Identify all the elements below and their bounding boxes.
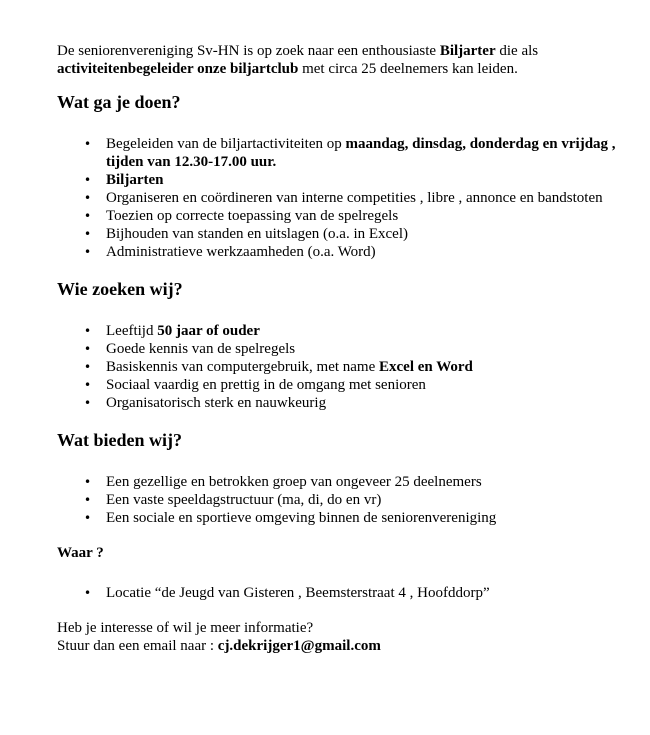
contact-line-1: Heb je interesse of wil je meer informatie? — [57, 620, 314, 636]
list-item — [57, 171, 617, 189]
list-item: • Toezien op correcte toepassing van de spelregels — [57, 207, 617, 225]
profile-list — [57, 322, 617, 412]
todo-item-1-bold: maandag, dinsdag, donderdag en vrijdag , tijden van 12.30-17.00 uur. — [106, 136, 616, 170]
contact-email: cj.dekrijger1@gmail.com — [217, 638, 381, 654]
intro-bold-biljarter: Biljarter — [439, 43, 496, 59]
list-item: • Bijhouden van standen en uitslagen (o.a. in Excel) — [57, 225, 617, 243]
list-item: • Locatie “de Jeugd van Gisteren , Beemsterstraat 4 , Hoofddorp” — [57, 584, 617, 602]
offer-list — [57, 473, 617, 527]
todo-list — [57, 135, 617, 261]
document-page — [57, 42, 617, 655]
profile-item-1-bold: 50 jaar of ouder — [157, 323, 260, 339]
profile-item-1-text: Leeftijd — [106, 323, 158, 339]
todo-item-2-bold: Biljarten — [106, 172, 164, 188]
list-item: • Een vaste speeldagstructuur (ma, di, do en vr) — [57, 491, 617, 509]
list-item: • Administratieve werkzaamheden (o.a. Word) — [57, 243, 617, 261]
contact-line-2 — [57, 637, 617, 655]
intro-text-3: met circa 25 deelnemers kan leiden. — [298, 61, 518, 77]
list-item — [57, 322, 617, 340]
where-list — [57, 584, 617, 602]
contact-block — [57, 619, 617, 655]
heading-wat-ga-je-doen: Wat ga je doen? — [57, 92, 181, 112]
todo-item-1-text: Begeleiden van de biljartactiviteiten op — [106, 136, 346, 152]
list-item: • Een sociale en sportieve omgeving binnen de seniorenvereniging — [57, 509, 617, 527]
heading-wat-bieden-wij: Wat bieden wij? — [57, 430, 183, 450]
list-item: • Goede kennis van de spelregels — [57, 340, 617, 358]
intro-text-2: die als — [495, 43, 539, 59]
contact-line-2-text: Stuur dan een email naar : — [57, 638, 218, 654]
list-item: • Sociaal vaardig en prettig in de omgang met senioren — [57, 376, 617, 394]
list-item: • Organisatorisch sterk en nauwkeurig — [57, 394, 617, 412]
heading-wie-zoeken-wij: Wie zoeken wij? — [57, 279, 183, 299]
intro-bold-role: activiteitenbegeleider onze biljartclub — [57, 61, 299, 77]
heading-waar: Waar ? — [57, 545, 104, 561]
list-item — [57, 135, 617, 171]
list-item: • Organiseren en coördineren van interne competities , libre , annonce en bandstoten — [57, 189, 617, 207]
list-item — [57, 358, 617, 376]
intro-text-1: De seniorenvereniging Sv-HN is op zoek naar een enthousiaste — [57, 43, 440, 59]
profile-item-3-bold: Excel en Word — [379, 359, 473, 375]
list-item: • Een gezellige en betrokken groep van ongeveer 25 deelnemers — [57, 473, 617, 491]
intro-paragraph — [57, 42, 617, 78]
profile-item-3-text: Basiskennis van computergebruik, met name — [106, 359, 379, 375]
